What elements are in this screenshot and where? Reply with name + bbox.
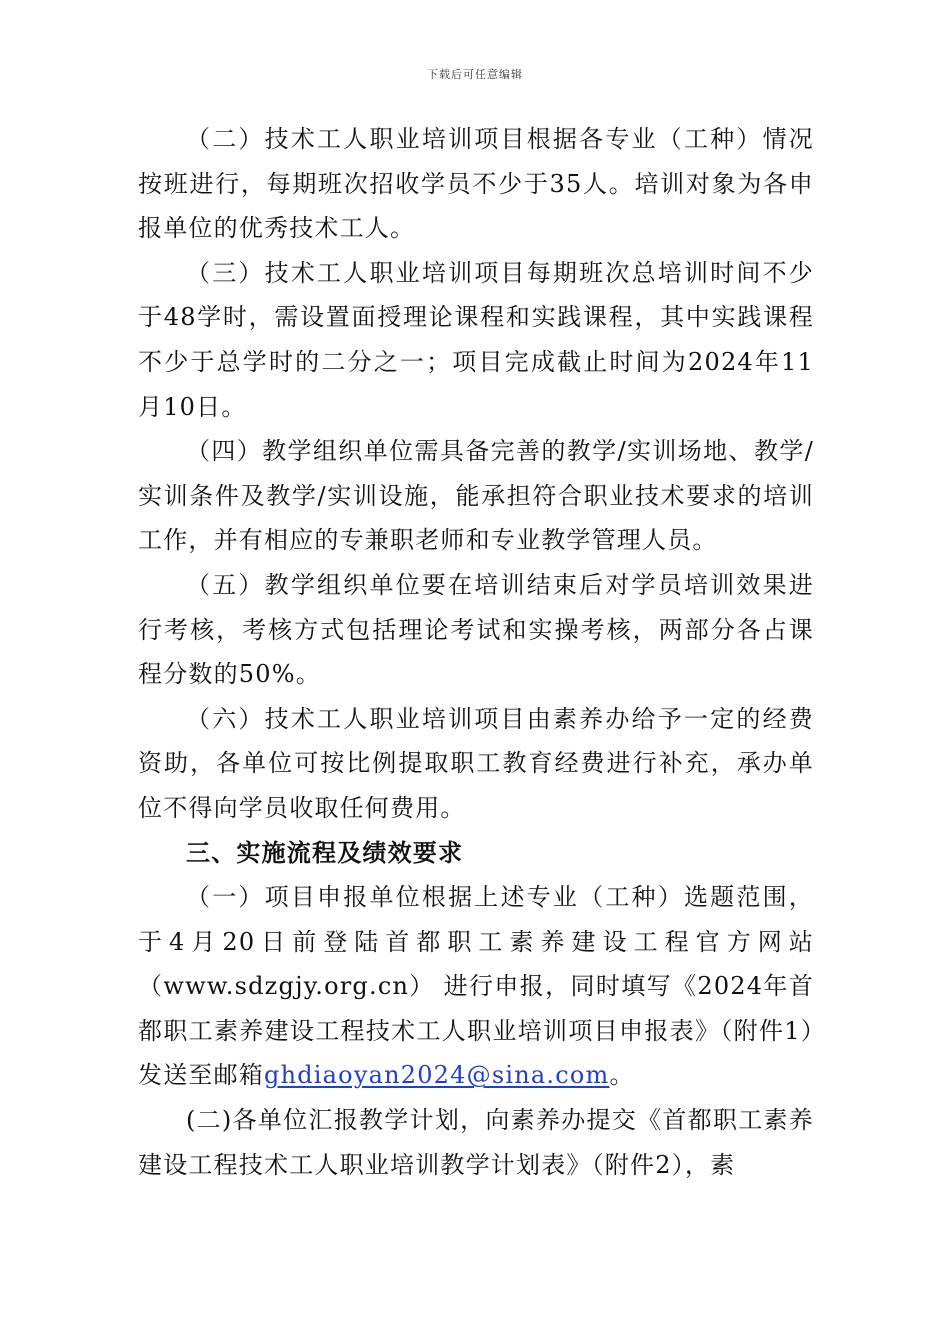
- section-heading: 三、实施流程及绩效要求: [186, 838, 464, 867]
- paragraph-2: （二）技术工人职业培训项目根据各专业（工种）情况按班进行，每期班次招收学员不少于35人。培训对象为各申报单位的优秀技术工人。: [138, 125, 814, 243]
- email-link[interactable]: ghdiaoyan2024@sina.com: [264, 1061, 610, 1090]
- step-1-end: 。: [609, 1061, 635, 1090]
- header-note: 下载后可任意编辑: [427, 68, 523, 81]
- paragraph-3: （三）技术工人职业培训项目每期班次总培训时间不少于48学时，需设置面授理论课程和实践课程，其中实践课程不少于总学时的二分之一；项目完成截止时间为2024年11月10日。: [138, 258, 814, 421]
- document-body: [138, 117, 814, 1187]
- step-1-paragraph: [138, 875, 814, 1098]
- paragraph-4: （四）教学组织单位需具备完善的教学/实训场地、教学/实训条件及教学/实训设施，能承担符合职业技术要求的培训工作，并有相应的专兼职老师和专业教学管理人员。: [138, 437, 814, 555]
- step-2-paragraph: (二)各单位汇报教学计划，向素养办提交《首都职工素养建设工程技术工人职业培训教学计划表》（附件2），素: [138, 1106, 814, 1179]
- paragraph-6: （六）技术工人职业培训项目由素养办给予一定的经费资助，各单位可按比例提取职工教育经费进行补充，承办单位不得向学员收取任何费用。: [138, 704, 814, 822]
- step-1-text: （一）项目申报单位根据上述专业（工种）选题范围，于4月20日前登陆首都职工素养建设工程官方网站（www.sdzgjy.org.cn） 进行申报，同时填写《2024年首都职工素养建设工程技术工人职业培训项目申报表》（附件1）发送至邮箱: [138, 883, 814, 1090]
- paragraph-5: （五）教学组织单位要在培训结束后对学员培训效果进行考核，考核方式包括理论考试和实操考核，两部分各占课程分数的50%。: [138, 570, 814, 689]
